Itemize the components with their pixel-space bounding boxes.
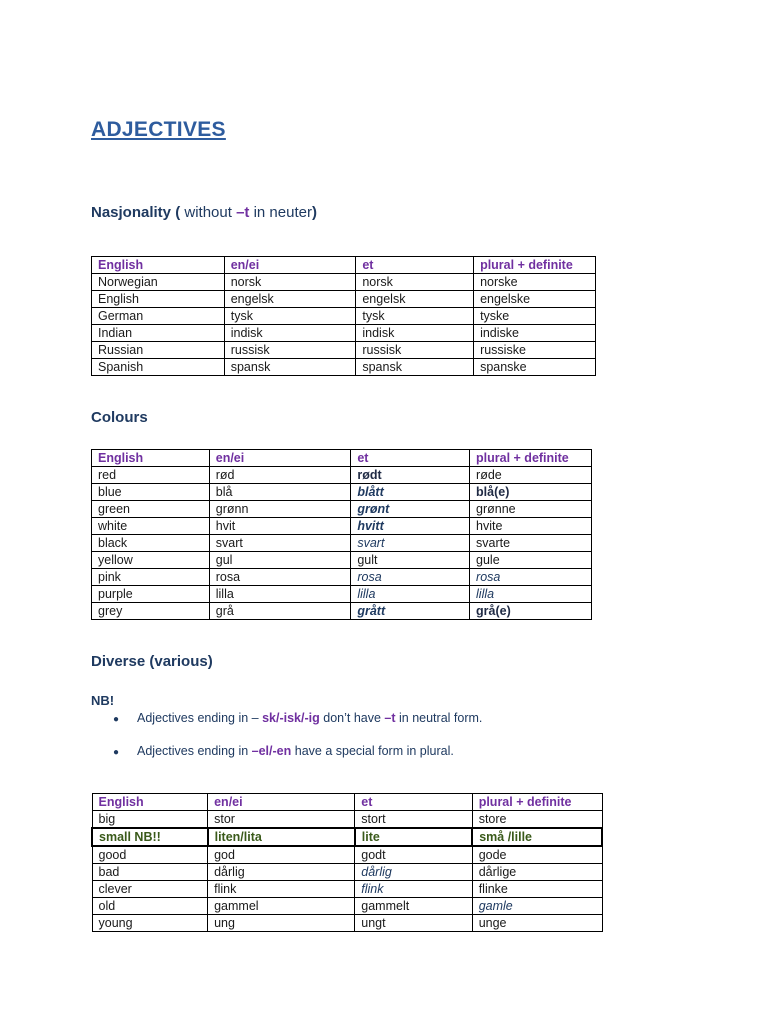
bullet-text-post: have a special form in plural. [291,744,454,758]
table-row [92,846,602,864]
table-cell: blå [209,484,351,501]
table-cell: flinke [472,881,602,898]
table-row [92,308,596,325]
header-cell: en/ei [208,794,355,811]
table-row [92,342,596,359]
table-cell: svarte [470,535,592,552]
nb-label: NB! [91,693,115,708]
table-cell: gamle [472,898,602,915]
table-cell: rosa [209,569,351,586]
table-cell: russiske [474,342,596,359]
header-cell: English [92,257,225,274]
table-cell: tysk [224,308,356,325]
bullet-text-post: in neutral form. [395,711,483,725]
table-cell: German [92,308,225,325]
nationality-heading-end: in neuter [249,204,312,221]
table-cell: hvit [209,518,351,535]
table-cell: tysk [356,308,474,325]
table-cell: store [472,811,602,829]
header-cell: plural + definite [474,257,596,274]
bullet-text-pre: Adjectives ending in [137,744,252,758]
table-cell: pink [92,569,210,586]
table-cell: indiske [474,325,596,342]
table-row [92,501,592,518]
table-cell: old [92,898,208,915]
table-cell: grønn [209,501,351,518]
header-cell: et [356,257,474,274]
header-cell: plural + definite [470,450,592,467]
header-cell: et [351,450,470,467]
table-cell: clever [92,881,208,898]
table-cell: ung [208,915,355,932]
table-header-row [92,794,602,811]
table-cell: spansk [224,359,356,376]
table-row [92,518,592,535]
table-cell: unge [472,915,602,932]
table-cell: spanske [474,359,596,376]
table-row [92,535,592,552]
table-cell: norsk [224,274,356,291]
table-cell: Indian [92,325,225,342]
table-cell: russisk [224,342,356,359]
table-row [92,569,592,586]
table-cell: dårlig [208,864,355,881]
table-cell: grått [351,603,470,620]
table-cell: liten/lita [208,828,355,846]
table-cell: stort [355,811,472,829]
table-cell: lilla [470,586,592,603]
table-cell: svart [351,535,470,552]
bullet-highlight: –el/-en [251,744,292,758]
table-cell: grønt [351,501,470,518]
table-row-highlight [92,828,602,846]
header-cell: English [92,794,208,811]
table-cell: engelsk [356,291,474,308]
bullet-text-mid: don’t have [319,711,385,725]
table-row [92,603,592,620]
table-cell: røde [470,467,592,484]
table-row [92,915,602,932]
bullet-item [113,711,482,725]
nationality-heading-bold: Nasjonality ( [91,204,181,221]
table-cell: blått [351,484,470,501]
nationality-heading-t: –t [236,204,250,221]
table-cell: norske [474,274,596,291]
table-cell: good [92,846,208,864]
table-header-row [92,257,596,274]
table-cell: Spanish [92,359,225,376]
table-row [92,881,602,898]
table-cell: rød [209,467,351,484]
table-cell: spansk [356,359,474,376]
table-cell: små /lille [472,828,602,846]
table-row [92,864,602,881]
table-cell: engelsk [224,291,356,308]
table-cell: grey [92,603,210,620]
table-cell: bad [92,864,208,881]
table-cell: tyske [474,308,596,325]
table-row [92,325,596,342]
table-header-row [92,450,592,467]
bullet-t: –t [384,711,396,725]
bullet-item [113,744,454,758]
table-row [92,467,592,484]
table-cell: black [92,535,210,552]
table-cell: norsk [356,274,474,291]
table-cell: grå(e) [470,603,592,620]
table-cell: rødt [351,467,470,484]
table-cell: Russian [92,342,225,359]
header-cell: et [355,794,472,811]
diverse-heading: Diverse (various) [91,653,213,670]
table-cell: red [92,467,210,484]
table-cell: purple [92,586,210,603]
bullet-text-pre: Adjectives ending in – [137,711,263,725]
bullet-dot-icon: ● [113,747,120,758]
table-cell: big [92,811,208,829]
table-cell: hvitt [351,518,470,535]
table-cell: russisk [356,342,474,359]
header-cell: plural + definite [472,794,602,811]
table-cell: English [92,291,225,308]
table-row [92,552,592,569]
colours-heading: Colours [91,409,148,426]
table-cell: grå [209,603,351,620]
table-cell: dårlige [472,864,602,881]
bullet-dot-icon: ● [113,714,120,725]
table-cell: ungt [355,915,472,932]
table-cell: lilla [209,586,351,603]
table-row [92,484,592,501]
table-cell: green [92,501,210,518]
table-cell: god [208,846,355,864]
table-cell: lite [355,828,472,846]
table-row [92,811,602,829]
table-cell: blue [92,484,210,501]
header-cell: English [92,450,210,467]
table-cell: dårlig [355,864,472,881]
table-cell: yellow [92,552,210,569]
table-cell: svart [209,535,351,552]
table-cell: flink [355,881,472,898]
table-cell: engelske [474,291,596,308]
header-cell: en/ei [224,257,356,274]
table-row [92,291,596,308]
table-cell: lilla [351,586,470,603]
nationality-heading [91,204,317,221]
bullet-highlight: sk/-isk/-ig [262,711,320,725]
table-cell: gode [472,846,602,864]
table-cell: indisk [224,325,356,342]
table-cell: flink [208,881,355,898]
header-cell: en/ei [209,450,351,467]
page-title: ADJECTIVES [91,118,226,141]
table-cell: gult [351,552,470,569]
table-cell: gul [209,552,351,569]
table-cell: hvite [470,518,592,535]
table-row [92,359,596,376]
colours-table [91,449,592,620]
table-cell: gule [470,552,592,569]
table-cell: rosa [470,569,592,586]
table-row [92,898,602,915]
table-cell: young [92,915,208,932]
table-cell: blå(e) [470,484,592,501]
table-cell: stor [208,811,355,829]
nationality-heading-close: ) [311,204,317,221]
table-cell: rosa [351,569,470,586]
table-cell: white [92,518,210,535]
table-cell: small NB!! [92,828,208,846]
table-cell: gammelt [355,898,472,915]
nationality-table [91,256,596,376]
table-row [92,274,596,291]
nationality-heading-normal: without [180,204,237,221]
table-cell: indisk [356,325,474,342]
table-cell: gammel [208,898,355,915]
table-cell: grønne [470,501,592,518]
table-cell: godt [355,846,472,864]
table-cell: Norwegian [92,274,225,291]
diverse-table [91,793,603,932]
table-row [92,586,592,603]
